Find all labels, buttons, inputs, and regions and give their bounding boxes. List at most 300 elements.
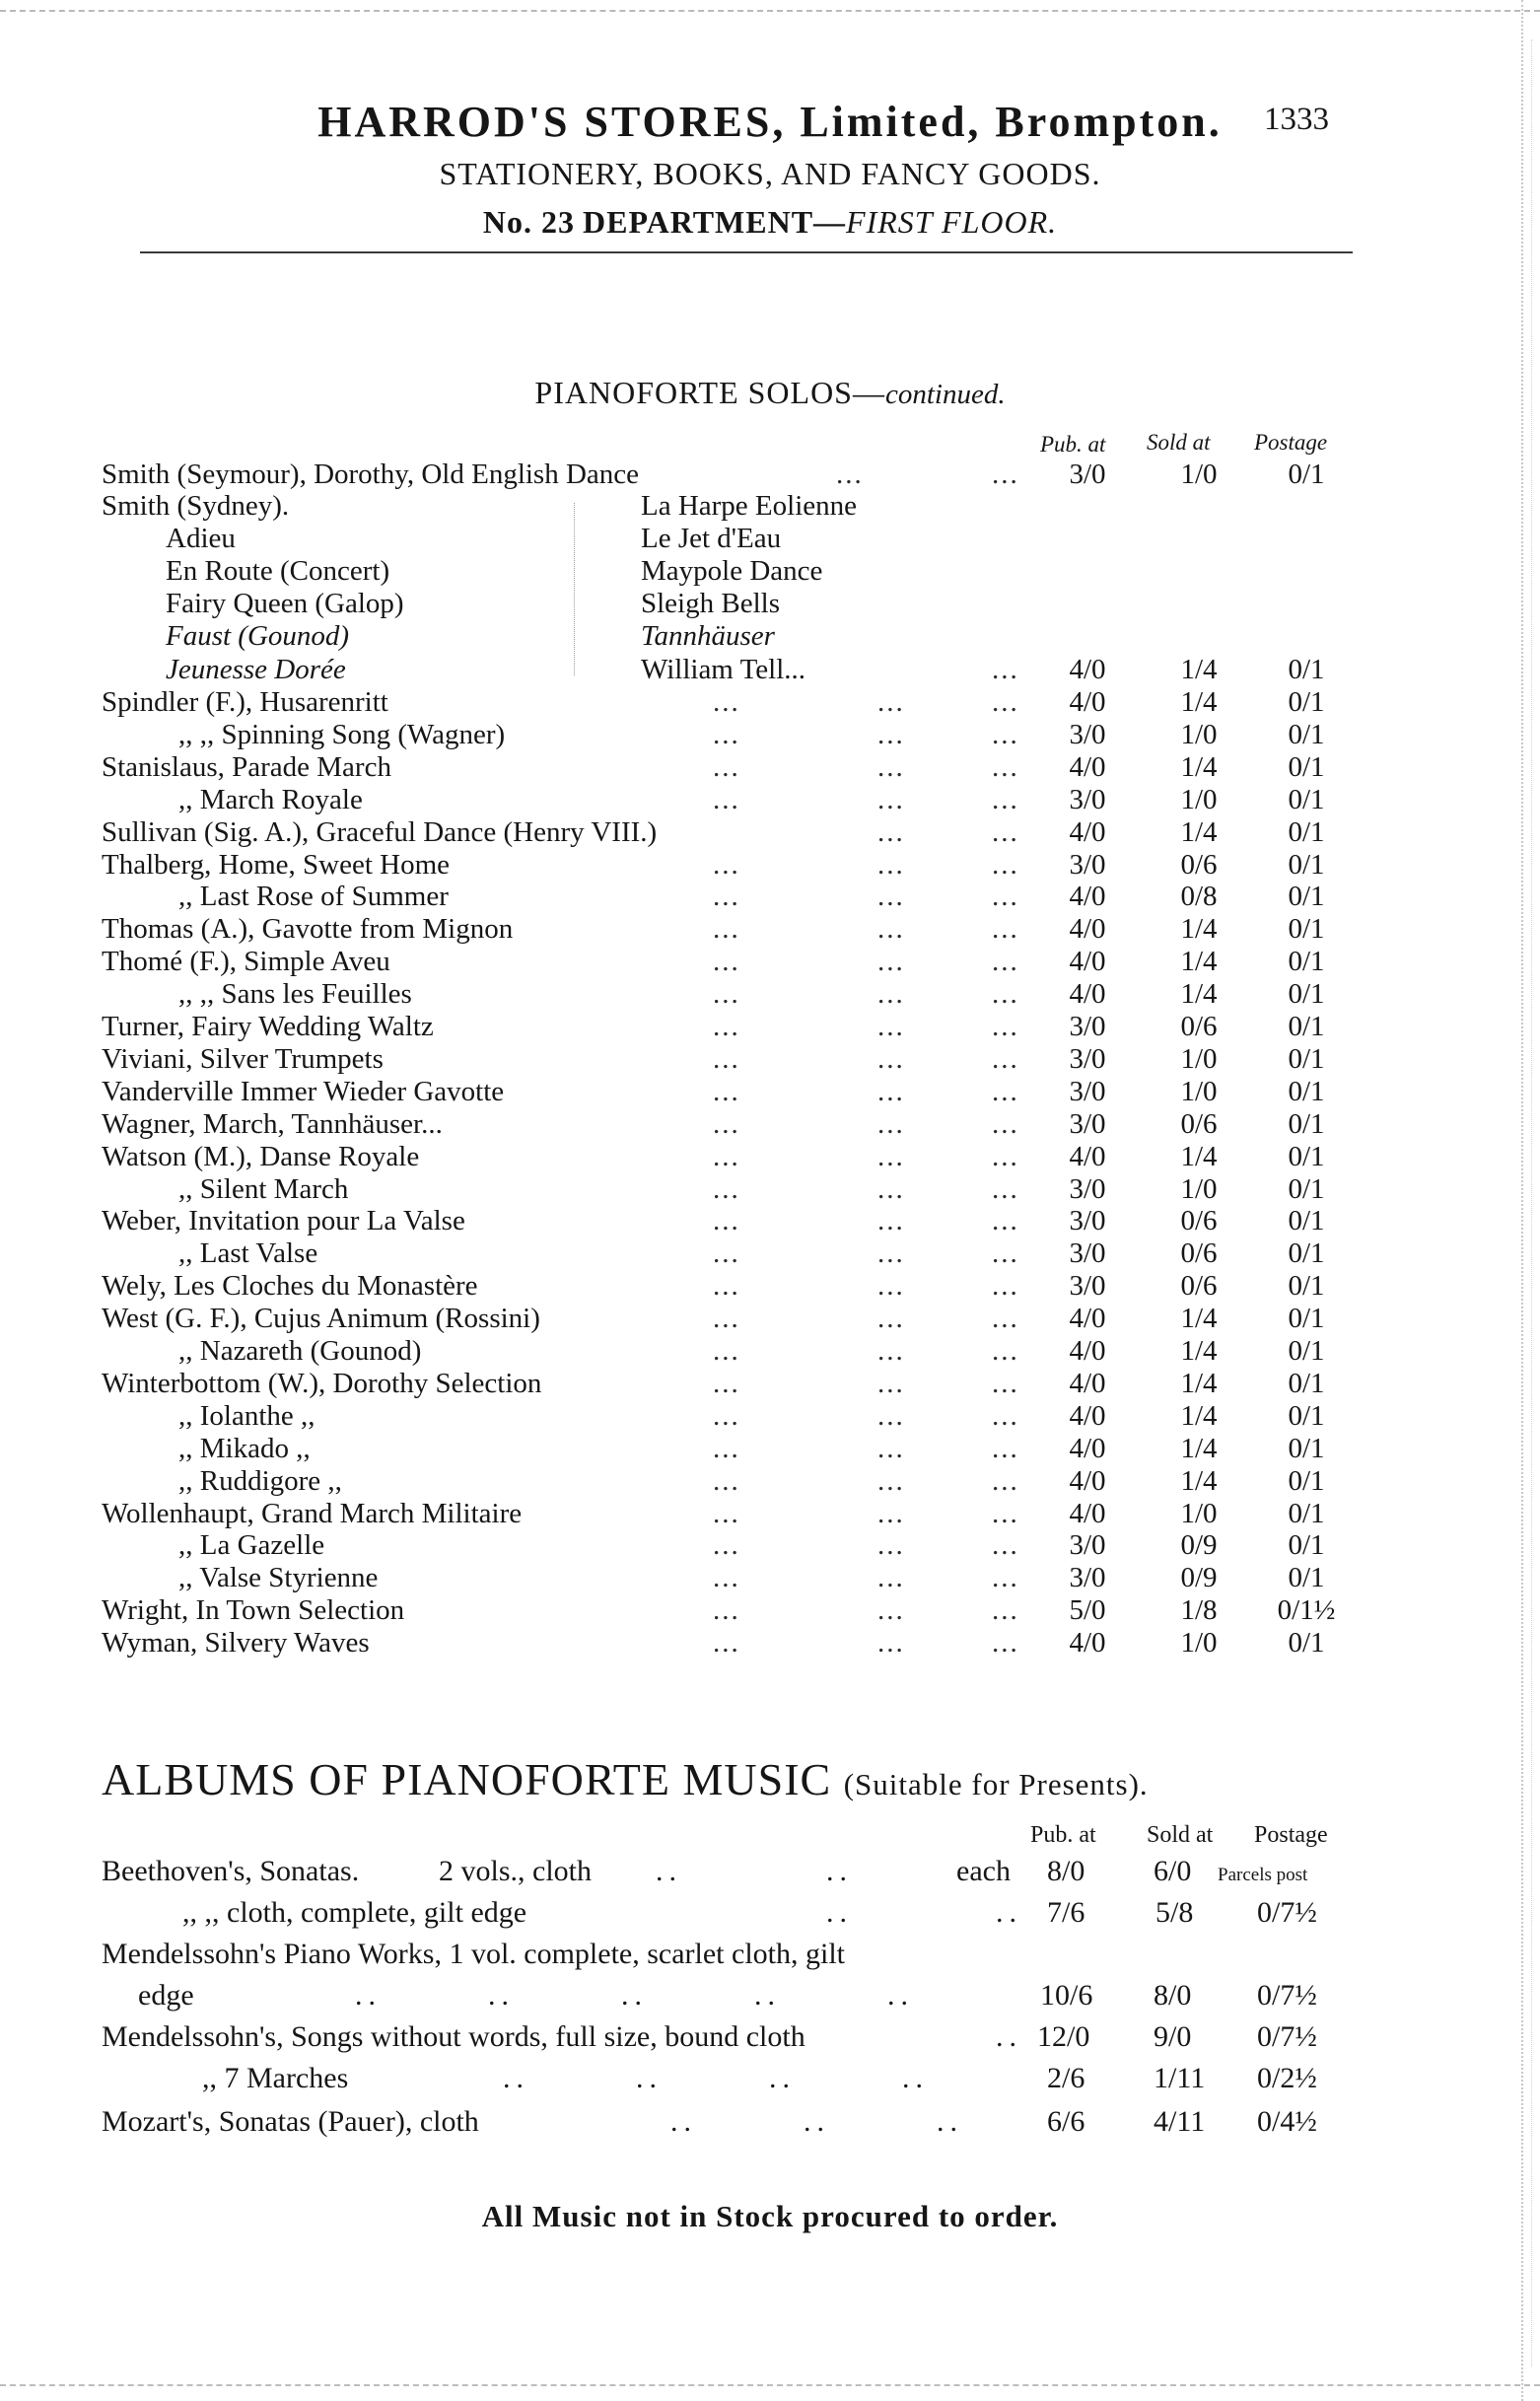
album-pub: 6/6 xyxy=(1047,2105,1085,2138)
leader-dots: ... xyxy=(877,1562,905,1594)
solo-name: ,, Silent March xyxy=(178,1172,349,1205)
leader-dots: ... xyxy=(877,1107,905,1140)
leader-dots: ... xyxy=(877,1237,905,1270)
solo-row xyxy=(102,1626,1383,1660)
solo-pub: 4/0 xyxy=(1069,1140,1106,1172)
solo-sold: 0/6 xyxy=(1180,1011,1218,1042)
solo-sold: 1/0 xyxy=(1180,1627,1218,1660)
footer-note: All Music not in Stock procured to order. xyxy=(481,2199,1059,2233)
solo-sold: 1/0 xyxy=(1180,1042,1218,1075)
department-subtitle: STATIONERY, BOOKS, AND FANCY GOODS. xyxy=(439,156,1101,191)
solo-postage: 0/1 xyxy=(1288,1075,1325,1107)
solo-row xyxy=(102,1269,1383,1303)
leader-dots: .. xyxy=(826,1896,853,1929)
leader-dots: ... xyxy=(877,1205,905,1237)
leader-dots: ... xyxy=(713,946,740,978)
solo-postage: 0/1 xyxy=(1288,1399,1325,1432)
solo-row xyxy=(102,750,1383,784)
solo-pub: 3/0 xyxy=(1069,1237,1106,1270)
leader-dots: ... xyxy=(992,881,1019,913)
solo-postage: 0/1 xyxy=(1288,1042,1325,1075)
leader-dots: ... xyxy=(713,1627,740,1660)
leader-dots: ... xyxy=(992,1042,1019,1075)
solo-sold: 1/4 xyxy=(1180,1464,1218,1497)
solo-pub: 3/0 xyxy=(1069,1011,1106,1042)
album-row-mendelssohn-piano-cont: edge xyxy=(138,1979,194,2012)
solo-sold: 1/4 xyxy=(1180,978,1218,1011)
leader-dots: ... xyxy=(992,1399,1019,1432)
solo-postage: 0/1 xyxy=(1288,1011,1325,1042)
solo-pub: 3/0 xyxy=(1069,718,1106,750)
solo-sold: 0/6 xyxy=(1180,1237,1218,1270)
album-pub: 8/0 xyxy=(1047,1855,1085,1887)
leader-dots: ... xyxy=(713,1172,740,1205)
album-row-beethoven-complete: ,, ,, cloth, complete, gilt edge xyxy=(182,1896,527,1929)
solo-row xyxy=(102,1593,1383,1627)
solo-sold: 1/0 xyxy=(1180,1172,1218,1205)
solo-pub: 4/0 xyxy=(1069,978,1106,1011)
solos-col-postage: Postage xyxy=(1254,430,1328,455)
leader-dots: ... xyxy=(992,1172,1019,1205)
solo-postage: 0/1 xyxy=(1288,459,1325,490)
album-sold: 5/8 xyxy=(1155,1896,1194,1929)
smith-sydney-right-5: William Tell... xyxy=(641,654,806,685)
leader-dots: ... xyxy=(713,750,740,783)
leader-dots: ... xyxy=(992,1432,1019,1464)
solo-name: Viviani, Silver Trumpets xyxy=(102,1042,384,1075)
smith-sydney-heading: Smith (Sydney). xyxy=(102,490,290,522)
leader-dots: ... xyxy=(713,686,740,718)
leader-dots: ... xyxy=(877,1011,905,1042)
album-postage: 0/7½ xyxy=(1257,1979,1317,2012)
solo-postage: 0/1 xyxy=(1288,1464,1325,1497)
solo-row xyxy=(102,1302,1383,1335)
leader-dots: ... xyxy=(877,750,905,783)
solo-row xyxy=(102,1464,1383,1498)
leader-dots: ... xyxy=(877,1432,905,1464)
leader-dots: ... xyxy=(713,913,740,946)
solo-pub: 4/0 xyxy=(1069,881,1106,913)
solo-postage: 0/1 xyxy=(1288,1529,1325,1562)
solo-pub: 3/0 xyxy=(1069,1529,1106,1562)
header-rule xyxy=(140,251,1353,253)
solo-postage: 0/1 xyxy=(1288,848,1325,881)
leader-dots: ... xyxy=(992,718,1019,750)
leader-dots: ... xyxy=(713,1075,740,1107)
smith-sydney-right-2: Maypole Dance xyxy=(641,555,823,587)
solo-sold: 1/4 xyxy=(1180,1335,1218,1367)
album-pub: 12/0 xyxy=(1037,2020,1090,2053)
leader-dots: .. .. .. .. .. xyxy=(355,1979,914,2012)
solo-sold: 0/6 xyxy=(1180,1205,1218,1237)
solo-pub: 4/0 xyxy=(1069,946,1106,978)
leader-dots: ... xyxy=(877,848,905,881)
solo-name: Watson (M.), Danse Royale xyxy=(102,1140,420,1172)
albums-heading xyxy=(102,1753,1149,1805)
leader-dots: ... xyxy=(992,946,1019,978)
solo-postage: 0/1 xyxy=(1288,718,1325,750)
leader-dots: ... xyxy=(992,750,1019,783)
solo-name: Wollenhaupt, Grand March Militaire xyxy=(102,1497,523,1529)
leader-dots: .. .. .. xyxy=(670,2105,963,2138)
solo-pub: 4/0 xyxy=(1069,750,1106,783)
solo-name: Winterbottom (W.), Dorothy Selection xyxy=(102,1367,542,1399)
solo-sold: 1/4 xyxy=(1180,1399,1218,1432)
album-row-beethoven-name: Beethoven's, Sonatas. xyxy=(102,1855,360,1887)
leader-dots: ... xyxy=(877,1303,905,1335)
solo-pub: 4/0 xyxy=(1069,654,1106,685)
album-sold: 9/0 xyxy=(1154,2020,1192,2053)
leader-dots: ... xyxy=(992,1529,1019,1562)
album-postage: 0/7½ xyxy=(1257,1896,1317,1929)
leader-dots: ... xyxy=(713,1594,740,1627)
solo-postage: 0/1 xyxy=(1288,881,1325,913)
solo-sold: 1/4 xyxy=(1180,913,1218,946)
solo-name: ,, ,, Sans les Feuilles xyxy=(178,978,412,1011)
solo-sold: 1/8 xyxy=(1180,1594,1218,1627)
leader-dots: .. .. .. .. xyxy=(503,2062,929,2094)
solo-name: ,, Ruddigore ,, xyxy=(178,1464,342,1497)
solo-sold: 0/6 xyxy=(1180,848,1218,881)
album-row-mendelssohn-piano: Mendelssohn's Piano Works, 1 vol. complete, scarlet cloth, gilt xyxy=(102,1938,845,1970)
solo-sold: 1/4 xyxy=(1180,1432,1218,1464)
solo-row xyxy=(102,912,1383,946)
leader-dots: ... xyxy=(877,881,905,913)
album-pub: 7/6 xyxy=(1047,1896,1085,1929)
page-number: 1333 xyxy=(1264,102,1329,137)
solo-row xyxy=(102,1367,1383,1400)
solo-row xyxy=(102,783,1383,816)
leader-dots: .. xyxy=(996,1896,1022,1929)
solo-sold: 1/4 xyxy=(1180,1140,1218,1172)
leader-dots: ... xyxy=(877,686,905,718)
album-postage: 0/2½ xyxy=(1257,2062,1317,2094)
leader-dots: ... xyxy=(713,1042,740,1075)
solo-row xyxy=(102,1497,1383,1530)
solo-row xyxy=(102,1399,1383,1433)
leader-dots: ... xyxy=(992,1464,1019,1497)
leader-dots: ... xyxy=(713,1529,740,1562)
solo-postage: 0/1 xyxy=(1288,1562,1325,1594)
album-pub: 10/6 xyxy=(1040,1979,1093,2012)
leader-dots: ... xyxy=(713,1562,740,1594)
leader-dots: ... xyxy=(992,459,1019,490)
solo-pub: 3/0 xyxy=(1069,1042,1106,1075)
solo-name: ,, ,, Spinning Song (Wagner) xyxy=(178,718,506,750)
solo-pub: 4/0 xyxy=(1069,1303,1106,1335)
solo-sold: 1/0 xyxy=(1180,459,1218,490)
solo-pub: 4/0 xyxy=(1069,913,1106,946)
department-floor: FIRST FLOOR. xyxy=(846,204,1058,240)
solo-sold: 0/9 xyxy=(1180,1529,1218,1562)
solo-name: Turner, Fairy Wedding Waltz xyxy=(102,1011,434,1042)
leader-dots: ... xyxy=(713,1140,740,1172)
smith-sydney-right-3: Sleigh Bells xyxy=(641,588,780,619)
solo-name: Thomé (F.), Simple Aveu xyxy=(102,946,390,978)
solo-row xyxy=(102,1236,1383,1270)
album-each-label: each xyxy=(956,1855,1011,1887)
albums-col-postage: Postage xyxy=(1254,1822,1328,1848)
solo-postage: 0/1 xyxy=(1288,946,1325,978)
leader-dots: ... xyxy=(877,783,905,815)
solo-pub: 4/0 xyxy=(1069,1464,1106,1497)
solo-sold: 1/4 xyxy=(1180,654,1218,685)
solo-name: Sullivan (Sig. A.), Graceful Dance (Henry VIII.) xyxy=(102,815,658,848)
album-row-marches: ,, 7 Marches xyxy=(202,2062,349,2094)
leader-dots: ... xyxy=(992,1270,1019,1303)
album-pub: 2/6 xyxy=(1047,2062,1085,2094)
solo-name: ,, Mikado ,, xyxy=(178,1432,311,1464)
solo-postage: 0/1 xyxy=(1288,1205,1325,1237)
albums-col-sold: Sold at xyxy=(1147,1822,1214,1848)
solo-row xyxy=(102,1172,1383,1206)
leader-dots: ... xyxy=(877,1627,905,1660)
leader-dots: ... xyxy=(992,1107,1019,1140)
leader-dots: ... xyxy=(877,913,905,946)
solo-sold: 0/6 xyxy=(1180,1107,1218,1140)
solo-pub: 3/0 xyxy=(1069,1562,1106,1594)
solo-postage: 0/1 xyxy=(1288,1270,1325,1303)
solo-postage: 0/1½ xyxy=(1277,1594,1336,1627)
solo-name: Stanislaus, Parade March xyxy=(102,750,391,783)
solo-postage: 0/1 xyxy=(1288,1335,1325,1367)
album-postage: 0/4½ xyxy=(1257,2105,1317,2138)
department-line xyxy=(0,204,1540,241)
solo-sold: 1/0 xyxy=(1180,1497,1218,1529)
solo-pub: 3/0 xyxy=(1069,848,1106,881)
solo-pub: 4/0 xyxy=(1069,1432,1106,1464)
solo-name: Thalberg, Home, Sweet Home xyxy=(102,848,451,881)
solo-name: Weber, Invitation pour La Valse xyxy=(102,1205,465,1237)
album-sold: 4/11 xyxy=(1154,2105,1206,2138)
leader-dots: ... xyxy=(713,1107,740,1140)
solo-pub: 3/0 xyxy=(1069,783,1106,815)
solo-name: Smith (Seymour), Dorothy, Old English Dance xyxy=(102,459,640,490)
leader-dots: .. xyxy=(826,1855,853,1887)
leader-dots: ... xyxy=(877,1399,905,1432)
leader-dots: ... xyxy=(992,1562,1019,1594)
solo-sold: 1/0 xyxy=(1180,718,1218,750)
solos-title xyxy=(0,375,1540,411)
leader-dots: ... xyxy=(877,1042,905,1075)
smith-sydney-left-2: Fairy Queen (Galop) xyxy=(166,588,404,619)
leader-dots: ... xyxy=(877,1075,905,1107)
solo-name: Thomas (A.), Gavotte from Mignon xyxy=(102,913,514,946)
leader-dots: ... xyxy=(713,1464,740,1497)
solo-row xyxy=(102,1561,1383,1594)
solo-pub: 4/0 xyxy=(1069,686,1106,718)
leader-dots: ... xyxy=(992,1237,1019,1270)
solo-row xyxy=(102,685,1383,719)
leader-dots: ... xyxy=(992,1205,1019,1237)
album-postage-parcels: Parcels post xyxy=(1218,1865,1308,1885)
solo-row xyxy=(102,1432,1383,1465)
leader-dots: ... xyxy=(992,1303,1019,1335)
leader-dots: ... xyxy=(877,1594,905,1627)
leader-dots: ... xyxy=(713,1432,740,1464)
solo-pub: 5/0 xyxy=(1069,1594,1106,1627)
leader-dots: ... xyxy=(877,1497,905,1529)
solos-col-sold: Sold at xyxy=(1147,430,1211,455)
leader-dots: ... xyxy=(713,1011,740,1042)
solo-row xyxy=(102,815,1383,849)
smith-sydney-right-4: Tannhäuser xyxy=(641,620,775,652)
leader-dots: ... xyxy=(992,654,1019,685)
solos-title-continued: continued. xyxy=(884,379,1006,410)
solo-pub: 4/0 xyxy=(1069,1497,1106,1529)
leader-dots: ... xyxy=(713,881,740,913)
solo-row-smith-seymour xyxy=(102,458,1383,491)
solo-name: ,, Nazareth (Gounod) xyxy=(178,1335,422,1367)
solo-sold: 1/4 xyxy=(1180,1367,1218,1399)
leader-dots: ... xyxy=(713,1205,740,1237)
solo-name: ,, La Gazelle xyxy=(178,1529,325,1562)
leader-dots: ... xyxy=(992,913,1019,946)
leader-dots: ... xyxy=(713,718,740,750)
solo-name: ,, Valse Styrienne xyxy=(178,1562,379,1594)
page-edge-bottom xyxy=(0,2384,1540,2386)
leader-dots: ... xyxy=(877,1172,905,1205)
solo-row xyxy=(102,1010,1383,1043)
smith-sydney-right-0: La Harpe Eolienne xyxy=(641,490,858,522)
solo-row xyxy=(102,1107,1383,1141)
solo-postage: 0/1 xyxy=(1288,654,1325,685)
album-postage: 0/7½ xyxy=(1257,2020,1317,2053)
leader-dots: ... xyxy=(877,1335,905,1367)
solo-name: Spindler (F.), Husarenritt xyxy=(102,686,388,718)
solo-row xyxy=(102,977,1383,1011)
leader-dots: ... xyxy=(713,1303,740,1335)
smith-sydney-left-0: Adieu xyxy=(166,523,236,554)
albums-subtitle: (Suitable for Presents). xyxy=(843,1767,1149,1801)
solo-sold: 0/6 xyxy=(1180,1270,1218,1303)
solo-pub: 4/0 xyxy=(1069,1627,1106,1660)
leader-dots: ... xyxy=(877,815,905,848)
leader-dots: ... xyxy=(713,1367,740,1399)
solo-pub: 3/0 xyxy=(1069,459,1106,490)
leader-dots: ... xyxy=(992,783,1019,815)
album-sold: 6/0 xyxy=(1154,1855,1192,1887)
solo-postage: 0/1 xyxy=(1288,1172,1325,1205)
department-label: DEPARTMENT— xyxy=(582,204,847,240)
leader-dots: ... xyxy=(713,1497,740,1529)
leader-dots: ... xyxy=(877,1140,905,1172)
solo-pub: 3/0 xyxy=(1069,1075,1106,1107)
leader-dots: ... xyxy=(877,1529,905,1562)
solo-postage: 0/1 xyxy=(1288,815,1325,848)
page-edge-right xyxy=(1521,0,1523,2401)
leader-dots: ... xyxy=(992,686,1019,718)
solo-postage: 0/1 xyxy=(1288,686,1325,718)
solo-row xyxy=(102,945,1383,978)
department-number: No. 23 xyxy=(482,204,575,240)
solo-name: Wely, Les Cloches du Monastère xyxy=(102,1270,478,1303)
solo-name: ,, March Royale xyxy=(178,783,363,815)
solo-name: ,, Last Valse xyxy=(178,1237,318,1270)
album-sold: 8/0 xyxy=(1154,1979,1192,2012)
leader-dots: ... xyxy=(877,978,905,1011)
smith-sydney-left-1: En Route (Concert) xyxy=(166,555,390,587)
leader-dots: ... xyxy=(877,1464,905,1497)
solo-sold: 0/8 xyxy=(1180,881,1218,913)
solo-postage: 0/1 xyxy=(1288,1367,1325,1399)
leader-dots: ... xyxy=(713,783,740,815)
solo-pub: 4/0 xyxy=(1069,815,1106,848)
leader-dots: ... xyxy=(713,1335,740,1367)
leader-dots: .. xyxy=(656,1855,682,1887)
solo-sold: 1/4 xyxy=(1180,815,1218,848)
albums-title: ALBUMS OF PIANOFORTE MUSIC xyxy=(102,1754,832,1804)
solo-name: Wagner, March, Tannhäuser... xyxy=(102,1107,443,1140)
leader-dots: .. xyxy=(996,2020,1022,2053)
column-divider xyxy=(574,503,575,675)
solo-pub: 3/0 xyxy=(1069,1270,1106,1303)
leader-dots: ... xyxy=(992,1594,1019,1627)
solo-postage: 0/1 xyxy=(1288,783,1325,815)
leader-dots: ... xyxy=(992,1367,1019,1399)
solo-row xyxy=(102,718,1383,751)
solos-col-pub: Pub. at xyxy=(1040,432,1106,457)
solo-pub: 4/0 xyxy=(1069,1367,1106,1399)
leader-dots: ... xyxy=(992,848,1019,881)
solo-postage: 0/1 xyxy=(1288,1432,1325,1464)
solo-row xyxy=(102,880,1383,913)
solo-sold: 1/0 xyxy=(1180,783,1218,815)
leader-dots: ... xyxy=(992,815,1019,848)
solo-postage: 0/1 xyxy=(1288,1140,1325,1172)
solo-name: Wyman, Silvery Waves xyxy=(102,1627,370,1660)
solo-pub: 3/0 xyxy=(1069,1172,1106,1205)
smith-sydney-right-1: Le Jet d'Eau xyxy=(641,523,782,554)
solo-row xyxy=(102,1140,1383,1173)
album-row-beethoven-detail: 2 vols., cloth xyxy=(439,1855,592,1887)
solo-row xyxy=(102,1042,1383,1076)
solo-sold: 1/4 xyxy=(1180,1303,1218,1335)
leader-dots: ... xyxy=(836,459,864,490)
leader-dots: ... xyxy=(992,1011,1019,1042)
leader-dots: ... xyxy=(877,718,905,750)
solo-row xyxy=(102,1204,1383,1237)
leader-dots: ... xyxy=(992,1335,1019,1367)
albums-col-pub: Pub. at xyxy=(1030,1822,1096,1848)
solo-pub: 4/0 xyxy=(1069,1399,1106,1432)
solo-sold: 0/9 xyxy=(1180,1562,1218,1594)
leader-dots: ... xyxy=(713,1270,740,1303)
solo-pub: 3/0 xyxy=(1069,1205,1106,1237)
solo-pub: 3/0 xyxy=(1069,1107,1106,1140)
leader-dots: ... xyxy=(877,1367,905,1399)
solo-postage: 0/1 xyxy=(1288,750,1325,783)
solo-postage: 0/1 xyxy=(1288,978,1325,1011)
solo-postage: 0/1 xyxy=(1288,1497,1325,1529)
smith-sydney-last-row xyxy=(102,653,1383,686)
album-row-mendelssohn-songs: Mendelssohn's, Songs without words, full size, bound cloth xyxy=(102,2020,805,2053)
leader-dots: ... xyxy=(992,1075,1019,1107)
solo-postage: 0/1 xyxy=(1288,1107,1325,1140)
solo-name: ,, Last Rose of Summer xyxy=(178,881,449,913)
page-edge-top xyxy=(0,10,1540,12)
store-name: HARROD'S STORES, Limited, Brompton. xyxy=(317,98,1223,146)
solo-sold: 1/0 xyxy=(1180,1075,1218,1107)
leader-dots: ... xyxy=(877,1270,905,1303)
leader-dots: ... xyxy=(992,978,1019,1011)
solo-pub: 4/0 xyxy=(1069,1335,1106,1367)
solo-row xyxy=(102,848,1383,882)
solos-title-main: PIANOFORTE SOLOS— xyxy=(534,375,885,410)
solo-postage: 0/1 xyxy=(1288,1627,1325,1660)
solo-sold: 1/4 xyxy=(1180,750,1218,783)
leader-dots: ... xyxy=(992,1627,1019,1660)
